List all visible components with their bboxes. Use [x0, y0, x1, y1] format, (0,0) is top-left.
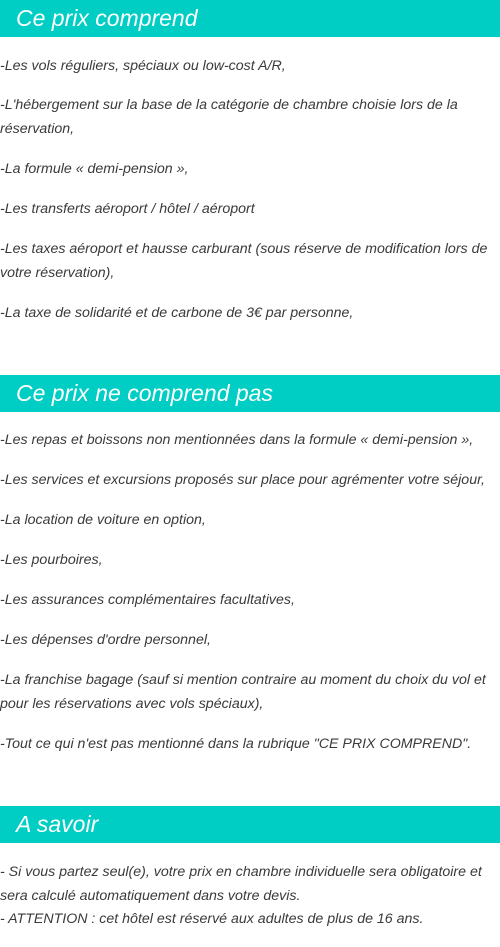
included-item: -Les taxes aéroport et hausse carburant (sous réserve de modification lors de votre réservation), — [0, 241, 488, 281]
section-title-to-know: A savoir — [0, 806, 500, 843]
not-included-item: -La location de voiture en option, — [0, 512, 206, 528]
not-included-item: -Les repas et boissons non mentionnées dans la formule « demi-pension », — [0, 432, 474, 448]
included-item: -Les transferts aéroport / hôtel / aéroport — [0, 201, 255, 217]
not-included-item: -La franchise bagage (sauf si mention contraire au moment du choix du vol et pour les réservations avec vols spéciaux), — [0, 672, 486, 712]
not-included-item: -Tout ce qui n'est pas mentionné dans la rubrique "CE PRIX COMPREND". — [0, 736, 472, 752]
not-included-item: -Les services et excursions proposés sur place pour agrémenter votre séjour, — [0, 472, 485, 488]
included-item: -La formule « demi-pension », — [0, 161, 189, 177]
section-title-included: Ce prix comprend — [0, 0, 500, 37]
included-item: -La taxe de solidarité et de carbone de 3€ par personne, — [0, 305, 354, 321]
included-item: -L'hébergement sur la base de la catégorie de chambre choisie lors de la réservation, — [0, 97, 458, 137]
to-know-item: - ATTENTION : cet hôtel est réservé aux adultes de plus de 16 ans. — [0, 911, 424, 927]
to-know-item: - Si vous partez seul(e), votre prix en chambre individuelle sera obligatoire et sera calculé automatiquement dans votre devis. — [0, 864, 482, 904]
not-included-item: -Les pourboires, — [0, 552, 103, 568]
not-included-item: -Les dépenses d'ordre personnel, — [0, 632, 211, 648]
section-title-not-included: Ce prix ne comprend pas — [0, 375, 500, 412]
included-item: -Les vols réguliers, spéciaux ou low-cost A/R, — [0, 58, 286, 74]
not-included-item: -Les assurances complémentaires facultatives, — [0, 592, 295, 608]
